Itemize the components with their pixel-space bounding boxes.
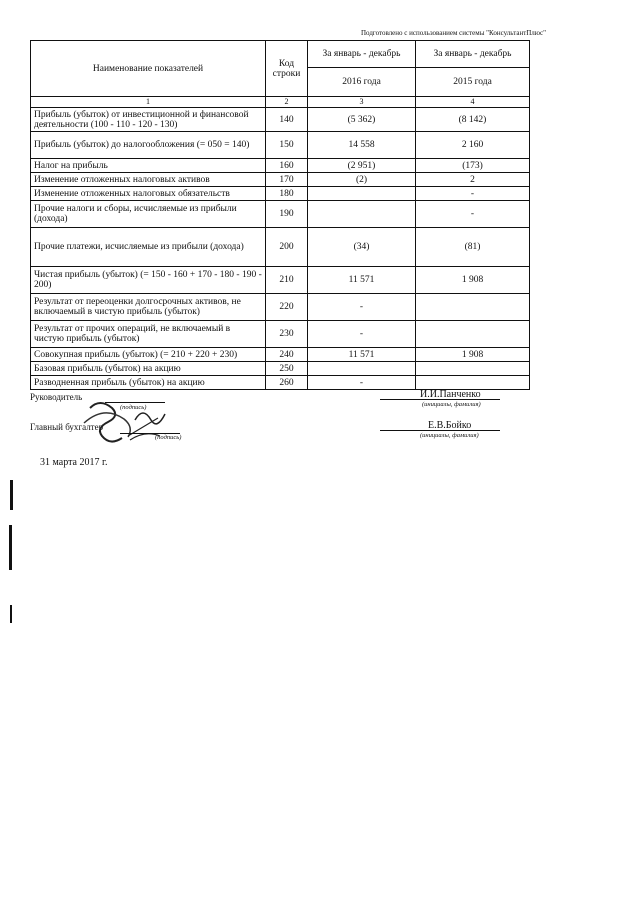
row-code: 200 xyxy=(266,228,308,267)
row-value-2015 xyxy=(416,362,530,376)
row-value-2015 xyxy=(416,376,530,390)
head-name: И.И.Панченко xyxy=(420,389,481,400)
row-code: 150 xyxy=(266,132,308,159)
row-value-2016: - xyxy=(308,321,416,348)
row-value-2016: 14 558 xyxy=(308,132,416,159)
table-row xyxy=(31,348,530,362)
row-value-2016: 11 571 xyxy=(308,267,416,294)
header-period-2015: За январь - декабрь xyxy=(416,41,530,68)
table-row xyxy=(31,108,530,132)
table-row xyxy=(31,228,530,267)
row-value-2015: - xyxy=(416,201,530,228)
row-value-2015: (81) xyxy=(416,228,530,267)
col-number: 1 xyxy=(31,97,266,108)
scan-artifact xyxy=(10,480,13,510)
head-label: Руководитель xyxy=(30,392,83,402)
row-value-2015 xyxy=(416,294,530,321)
report-date: 31 марта 2017 г. xyxy=(40,457,108,468)
row-code: 260 xyxy=(266,376,308,390)
head-name-caption: (инициалы, фамилия) xyxy=(422,401,481,408)
col-number: 3 xyxy=(308,97,416,108)
scan-artifact xyxy=(10,605,12,623)
table-row xyxy=(31,362,530,376)
consultant-note: Подготовлено с использованием системы "КонсультантПлюс" xyxy=(360,29,546,37)
header-name: Наименование показателей xyxy=(31,41,266,97)
col-number: 2 xyxy=(266,97,308,108)
header-period-2016: За январь - декабрь xyxy=(308,41,416,68)
row-value-2016: - xyxy=(308,376,416,390)
table-row xyxy=(31,201,530,228)
table-row xyxy=(31,173,530,187)
head-sign-caption: (подпись) xyxy=(120,404,147,411)
head-sign-line xyxy=(105,402,165,403)
row-code: 210 xyxy=(266,267,308,294)
row-value-2016: (2 951) xyxy=(308,159,416,173)
row-code: 170 xyxy=(266,173,308,187)
row-value-2015 xyxy=(416,321,530,348)
table-row xyxy=(31,187,530,201)
row-name: Прибыль (убыток) до налогообложения (= 050 = 140) xyxy=(31,132,266,159)
row-code: 190 xyxy=(266,201,308,228)
row-name: Чистая прибыль (убыток) (= 150 - 160 + 170 - 180 - 190 - 200) xyxy=(31,267,266,294)
table-row xyxy=(31,132,530,159)
row-value-2015: 1 908 xyxy=(416,267,530,294)
row-code: 250 xyxy=(266,362,308,376)
row-name: Налог на прибыль xyxy=(31,159,266,173)
header-year-2016: 2016 года xyxy=(308,68,416,97)
row-value-2016 xyxy=(308,187,416,201)
row-name: Прибыль (убыток) от инвестиционной и финансовой деятельности (100 - 110 - 120 - 130) xyxy=(31,108,266,132)
accountant-sign-caption: (подпись) xyxy=(155,434,182,441)
accountant-name: Е.В.Бойко xyxy=(428,420,472,431)
row-code: 180 xyxy=(266,187,308,201)
header-year-2015: 2015 года xyxy=(416,68,530,97)
row-value-2015: 1 908 xyxy=(416,348,530,362)
row-name: Прочие платежи, исчисляемые из прибыли (дохода) xyxy=(31,228,266,267)
row-value-2015: (8 142) xyxy=(416,108,530,132)
row-value-2015: - xyxy=(416,187,530,201)
row-name: Результат от прочих операций, не включаемый в чистую прибыль (убыток) xyxy=(31,321,266,348)
row-name: Изменение отложенных налоговых активов xyxy=(31,173,266,187)
row-value-2016 xyxy=(308,362,416,376)
row-code: 140 xyxy=(266,108,308,132)
report-table xyxy=(30,40,530,390)
row-name: Изменение отложенных налоговых обязательств xyxy=(31,187,266,201)
table-row xyxy=(31,159,530,173)
row-value-2016: (5 362) xyxy=(308,108,416,132)
row-name: Прочие налоги и сборы, исчисляемые из прибыли (дохода) xyxy=(31,201,266,228)
row-value-2016: (2) xyxy=(308,173,416,187)
row-code: 230 xyxy=(266,321,308,348)
row-value-2016: (34) xyxy=(308,228,416,267)
table-row xyxy=(31,321,530,348)
scan-artifact xyxy=(9,525,12,570)
row-code: 240 xyxy=(266,348,308,362)
table-row xyxy=(31,294,530,321)
table-row xyxy=(31,267,530,294)
row-value-2015: (173) xyxy=(416,159,530,173)
accountant-label: Главный бухгалтер xyxy=(30,422,104,432)
row-name: Разводненная прибыль (убыток) на акцию xyxy=(31,376,266,390)
row-name: Базовая прибыль (убыток) на акцию xyxy=(31,362,266,376)
row-value-2015: 2 xyxy=(416,173,530,187)
col-number: 4 xyxy=(416,97,530,108)
accountant-name-caption: (инициалы, фамилия) xyxy=(420,432,479,439)
row-name: Совокупная прибыль (убыток) (= 210 + 220 + 230) xyxy=(31,348,266,362)
row-value-2016: 11 571 xyxy=(308,348,416,362)
row-value-2016: - xyxy=(308,294,416,321)
row-code: 220 xyxy=(266,294,308,321)
header-code: Код строки xyxy=(266,41,308,97)
row-value-2015: 2 160 xyxy=(416,132,530,159)
row-name: Результат от переоценки долгосрочных активов, не включаемый в чистую прибыль (убыток) xyxy=(31,294,266,321)
row-value-2016 xyxy=(308,201,416,228)
row-code: 160 xyxy=(266,159,308,173)
